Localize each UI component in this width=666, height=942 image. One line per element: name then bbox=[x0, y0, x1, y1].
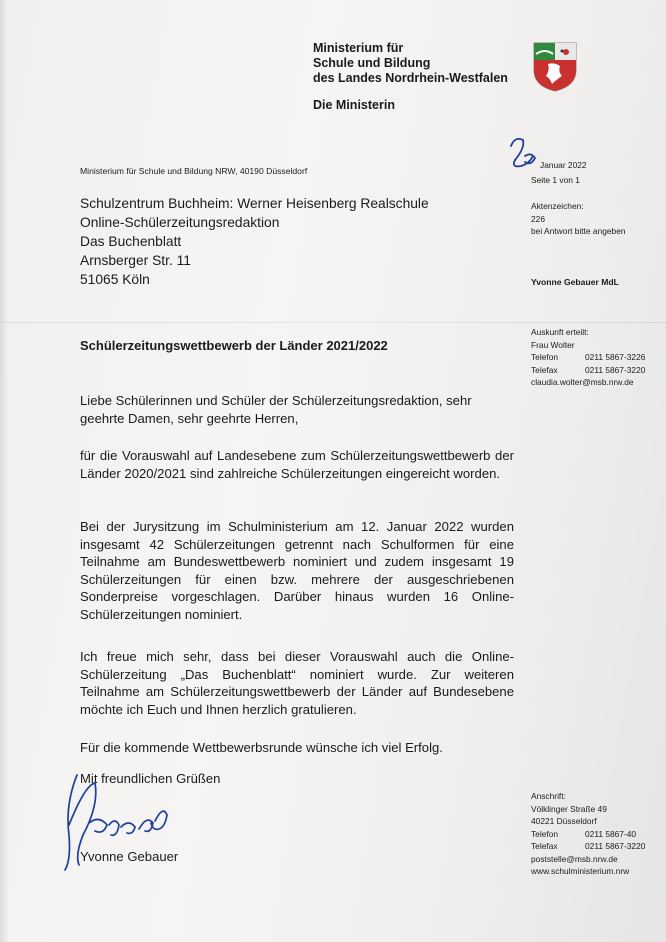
ministry-name bbox=[313, 41, 508, 86]
minister-title: Die Ministerin bbox=[313, 98, 395, 112]
address-label: Anschrift: bbox=[531, 791, 566, 801]
fax-label: Telefax bbox=[531, 364, 558, 375]
contact-block bbox=[531, 326, 645, 389]
recipient-line-1: Schulzentrum Buchheim: Werner Heisenberg Realschule bbox=[80, 196, 429, 211]
letter-subject: Schülerzeitungswettbewerb der Länder 2021/2022 bbox=[80, 338, 388, 353]
paragraph-1: für die Vorauswahl auf Landesebene zum Schülerzeitungswettbewerb der Länder 2020/2021 sind zahlreiche Schülerzeitungen eingereicht worden. bbox=[80, 448, 514, 481]
recipient-line-2: Online-Schülerzeitungsredaktion bbox=[80, 215, 280, 230]
letter-date: Januar 2022 bbox=[540, 160, 587, 170]
reference-block bbox=[531, 200, 626, 238]
paragraph-4: Für die kommende Wettbewerbsrunde wünsche ich viel Erfolg. bbox=[80, 740, 443, 755]
address-fax-value: 0211 5867-3220 bbox=[585, 841, 646, 851]
address-city: 40221 Düsseldorf bbox=[531, 816, 597, 826]
address-footer bbox=[531, 790, 645, 878]
ministry-line-3: des Landes Nordrhein-Westfalen bbox=[313, 71, 508, 85]
fax-value: 0211 5867-3220 bbox=[585, 364, 646, 375]
address-phone-row bbox=[531, 828, 645, 841]
recipient-line-5: 51065 Köln bbox=[80, 272, 150, 287]
page-indicator: Seite 1 von 1 bbox=[531, 175, 580, 185]
reference-note: bei Antwort bitte angeben bbox=[531, 226, 626, 236]
ministry-line-1: Ministerium für bbox=[313, 41, 404, 55]
contact-email: claudia.wolter@msb.nrw.de bbox=[531, 377, 634, 387]
signature-name: Yvonne Gebauer bbox=[80, 849, 179, 864]
address-street: Völklinger Straße 49 bbox=[531, 803, 607, 814]
recipient-address bbox=[80, 194, 429, 289]
ministry-line-2: Schule und Bildung bbox=[313, 56, 431, 70]
paragraph-3: Ich freue mich sehr, dass bei dieser Vorauswahl auch die Online-Schülerzeitung „Das Buchenblatt“ nominiert wurde. Zur weiteren Teilnahme am Schülerzeitungswettbewerb der Länder auf Bundesebene möchte ich Euch und Ihnen herzlich gratulieren. bbox=[80, 649, 514, 717]
phone-label: Telefon bbox=[531, 352, 559, 362]
address-website: www.schulministerium.nrw bbox=[531, 866, 630, 876]
signatory-name: Yvonne Gebauer MdL bbox=[531, 277, 619, 287]
address-fax-row bbox=[531, 840, 645, 853]
sender-return-address: Ministerium für Schule und Bildung NRW, 40190 Düsseldorf bbox=[80, 166, 308, 176]
closing-phrase: Mit freundlichen Grüßen bbox=[80, 771, 221, 786]
address-phone-value: 0211 5867-40 bbox=[585, 828, 637, 839]
address-email: poststelle@msb.nrw.de bbox=[531, 853, 618, 864]
reference-number: 226 bbox=[531, 213, 545, 224]
contact-name: Frau Wolter bbox=[531, 339, 575, 350]
address-phone-label: Telefon bbox=[531, 828, 559, 839]
paper-edge-shadow bbox=[0, 0, 8, 942]
handwritten-date-mark bbox=[505, 130, 543, 178]
recipient-line-3: Das Buchenblatt bbox=[80, 234, 182, 249]
nrw-crest-logo bbox=[530, 40, 580, 92]
contact-phone-row bbox=[531, 351, 645, 364]
phone-value: 0211 5867-3226 bbox=[585, 352, 646, 362]
reference-label: Aktenzeichen: bbox=[531, 201, 584, 211]
recipient-line-4: Arnsberger Str. 11 bbox=[80, 253, 191, 268]
contact-label: Auskunft erteilt: bbox=[531, 327, 589, 337]
address-fax-label: Telefax bbox=[531, 841, 558, 851]
fold-line bbox=[0, 322, 666, 323]
contact-fax-row bbox=[531, 364, 645, 377]
paragraph-2: Bei der Jurysitzung im Schulministerium am 12. Januar 2022 wurden insgesamt 42 Schülerzeitungen getrennt nach Schulformen für eine Teilnahme am Bundeswettbewerb nominiert und zudem insgesamt 19 Schülerzeitungen für einen bzw. mehrere der ausgeschriebenen Sonderpreise vorgeschlagen. Darüber hinaus wurden 16 Online-Schülerzeitungen nominiert. bbox=[80, 519, 514, 622]
salutation: Liebe Schülerinnen und Schüler der Schülerzeitungsredaktion, sehr geehrte Damen, sehr geehrte Herren, bbox=[80, 393, 472, 426]
